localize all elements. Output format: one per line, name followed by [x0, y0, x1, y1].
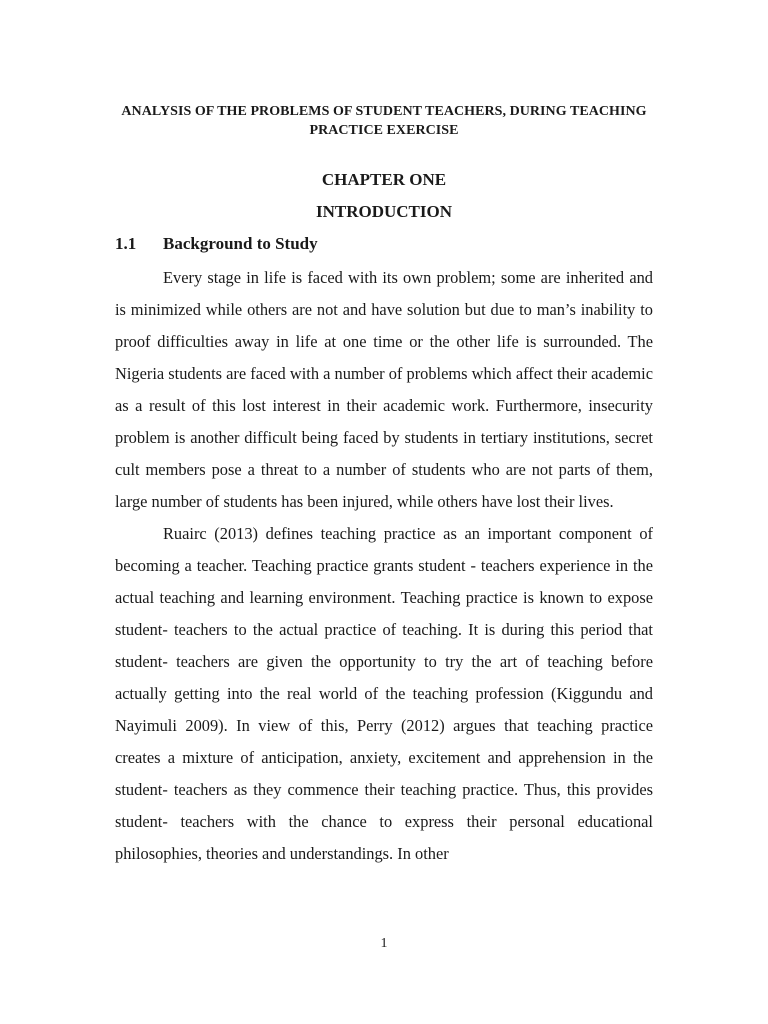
document-title: ANALYSIS OF THE PROBLEMS OF STUDENT TEACHERS, DURING TEACHING PRACTICE EXERCISE: [121, 104, 647, 138]
body-text: [115, 262, 653, 870]
paragraph: Ruairc (2013) defines teaching practice as an important component of becoming a teacher. Teaching practice grants student - teachers experience in the actual teaching and learning environment. Teaching practice is known to expose student- teachers to the actual practice of teaching. It is during this period that student- teachers are given the opportunity to try the art of teaching before actually getting into the real world of the teaching profession (Kiggundu and Nayimuli 2009). In view of this, Perry (2012) argues that teaching practice creates a mixture of anticipation, anxiety, excitement and apprehension in the student- teachers as they commence their teaching practice. Thus, this provides student- teachers with the chance to express their personal educational philosophies, theories and understandings. In other: [115, 524, 653, 863]
chapter-title: INTRODUCTION: [315, 202, 453, 221]
section-heading: [115, 234, 318, 254]
section-number: 1.1: [115, 234, 137, 253]
page-number: 1: [380, 936, 388, 951]
paragraph: Every stage in life is faced with its own problem; some are inherited and is minimized while others are not and have solution but due to man’s inability to proof difficulties away in life at one time or the other life is surrounded. The Nigeria students are faced with a number of problems which affect their academic as a result of this lost interest in their academic work. Furthermore, insecurity problem is another difficult being faced by students in tertiary institutions, secret cult members pose a threat to a number of students who are not parts of them, large number of students has been injured, while others have lost their lives.: [115, 268, 653, 511]
chapter-heading: CHAPTER ONE: [321, 170, 447, 189]
section-title: Background to Study: [163, 234, 318, 253]
